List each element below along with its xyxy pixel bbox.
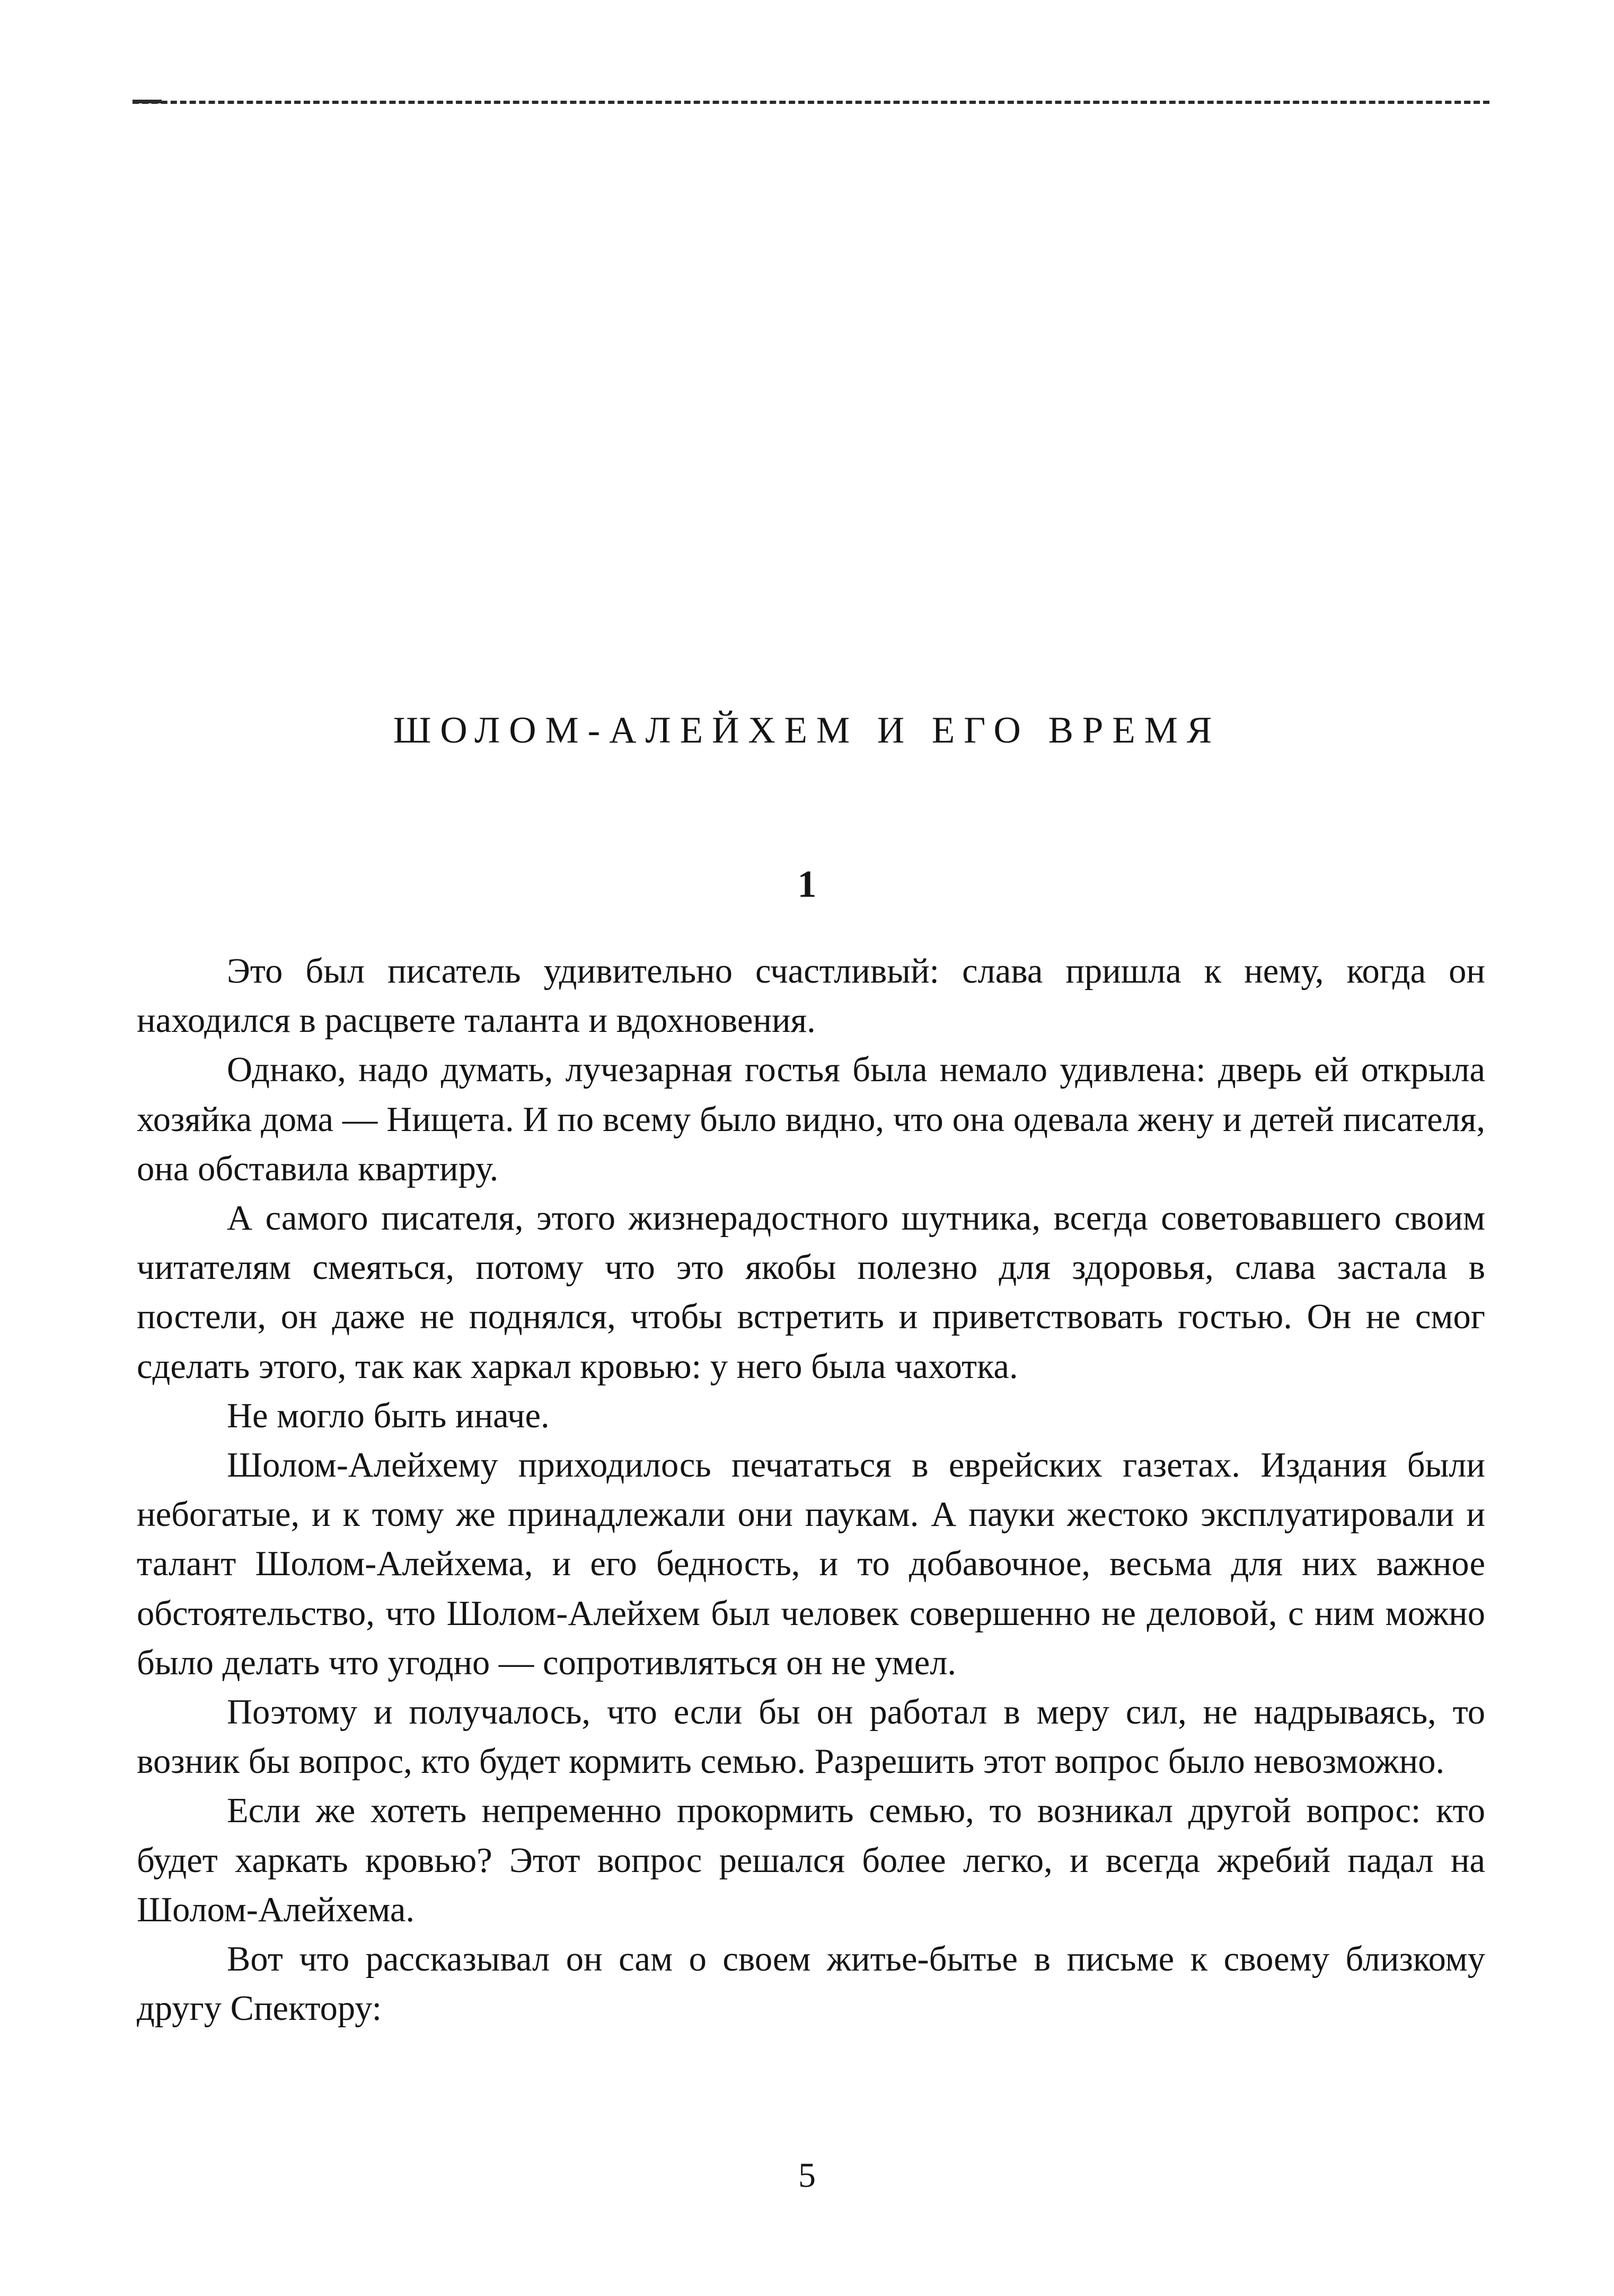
top-rule [133,101,1489,104]
body-text [137,947,1485,2033]
paragraph-3: А самого писателя, этого жизнерадостного шутника, всегда советовавшего своим читателям смеяться, потому что это якобы полезно для здоровья, слава застала в постели, он даже не поднялся, чтобы встретить и приветствовать гостью. Он не смог сделать этого, так как харкал кровью: у него была чахотка. [137,1199,1485,1386]
chapter-heading: ШОЛОМ-АЛЕЙХЕМ И ЕГО ВРЕМЯ [393,710,1221,751]
paragraph-4: Не могло быть иначе. [227,1396,550,1435]
paragraph-8: Вот что рассказывал он сам о своем житье-бытье в письме к своему близкому другу Спектору: [137,1940,1485,2028]
paragraph-5: Шолом-Алейхему приходилось печататься в еврейских газетах. Издания были небогатые, и к тому же принадлежали они паукам. А пауки жестоко эксплуатировали и талант Шолом-Алейхема, и его бедность, и то добавочное, весьма для них важное обстоятельство, что Шолом-Алейхем был человек совершенно не деловой, с ним можно было делать что угодно — сопротивляться он не умел. [137,1446,1485,1682]
page-number: 5 [798,2156,816,2195]
paragraph-1: Это был писатель удивительно счастливый: слава пришла к нему, когда он находился в расцвете таланта и вдохновения. [137,952,1485,1040]
paragraph-2: Однако, надо думать, лучезарная гостья была немало удивлена: дверь ей открыла хозяйка дома — Нищета. И по всему было видно, что она одевала жену и детей писателя, она обставила квартиру. [137,1050,1485,1188]
top-mark [133,100,162,103]
section-number: 1 [797,863,817,905]
paragraph-7: Если же хотеть непременно прокормить семью, то возникал другой вопрос: кто будет харкать кровью? Этот вопрос решался более легко, и всегда жребий падал на Шолом-Алейхема. [137,1791,1485,1929]
paragraph-6: Поэтому и получалось, что если бы он работал в меру сил, не надрываясь, то возник бы вопрос, кто будет кормить семью. Разрешить этот вопрос было невозможно. [137,1693,1485,1781]
